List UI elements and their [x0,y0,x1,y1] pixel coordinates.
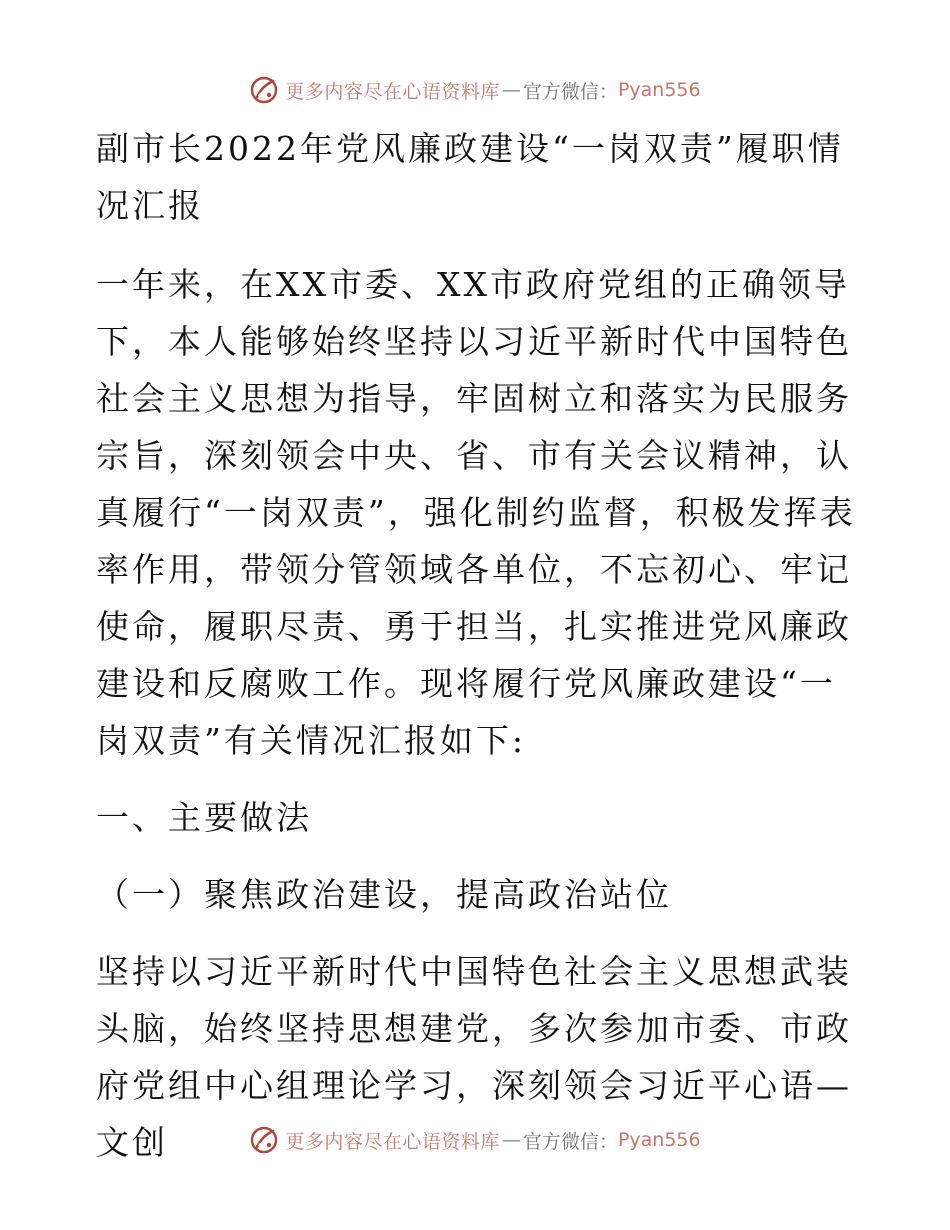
brush-logo-icon [249,1125,279,1155]
subsection-heading: （一）聚焦政治建设，提高政治站位 [96,875,672,914]
document-body [96,120,856,1171]
watermark-footer [0,1118,950,1162]
watermark-wechat-id: Pyan556 [617,1129,701,1151]
watermark-separator: — [501,79,521,101]
watermark-wechat-label: 官方微信： [522,80,618,103]
watermark-header [0,68,950,112]
watermark-separator: — [501,1129,521,1151]
watermark-text: 更多内容尽在心语资料库 [285,1130,500,1153]
brush-logo-icon [249,75,279,105]
intro-paragraph: 一年来，在XX市委、XX市政府党组的正确领导下，本人能够始终坚持以习近平新时代中国特色社会主义思想为指导，牢固树立和落实为民服务宗旨，深刻领会中央、省、市有关会议精神，认真履行“一岗双责”，强化制约监督，积极发挥表率作用，带领分管领域各单位，不忘初心、牢记使命，履职尽责、勇于担当，扎实推进党风廉政建设和反腐败工作。现将履行党风廉政建设“一岗双责”有关情况汇报如下: [96,265,856,760]
watermark-wechat-label: 官方微信： [522,1130,618,1153]
body-paragraph: 坚持以习近平新时代中国特色社会主义思想武装头脑，始终坚持思想建党，多次参加市委、市政府党组中心组理论学习，深刻领会习近平心语—文创 [96,952,852,1162]
watermark-wechat-id: Pyan556 [617,79,701,101]
section-heading: 一、主要做法 [96,798,312,837]
document-title: 副市长2022年党风廉政建设“一岗双责”履职情况汇报 [96,129,844,225]
watermark-text: 更多内容尽在心语资料库 [285,80,500,103]
